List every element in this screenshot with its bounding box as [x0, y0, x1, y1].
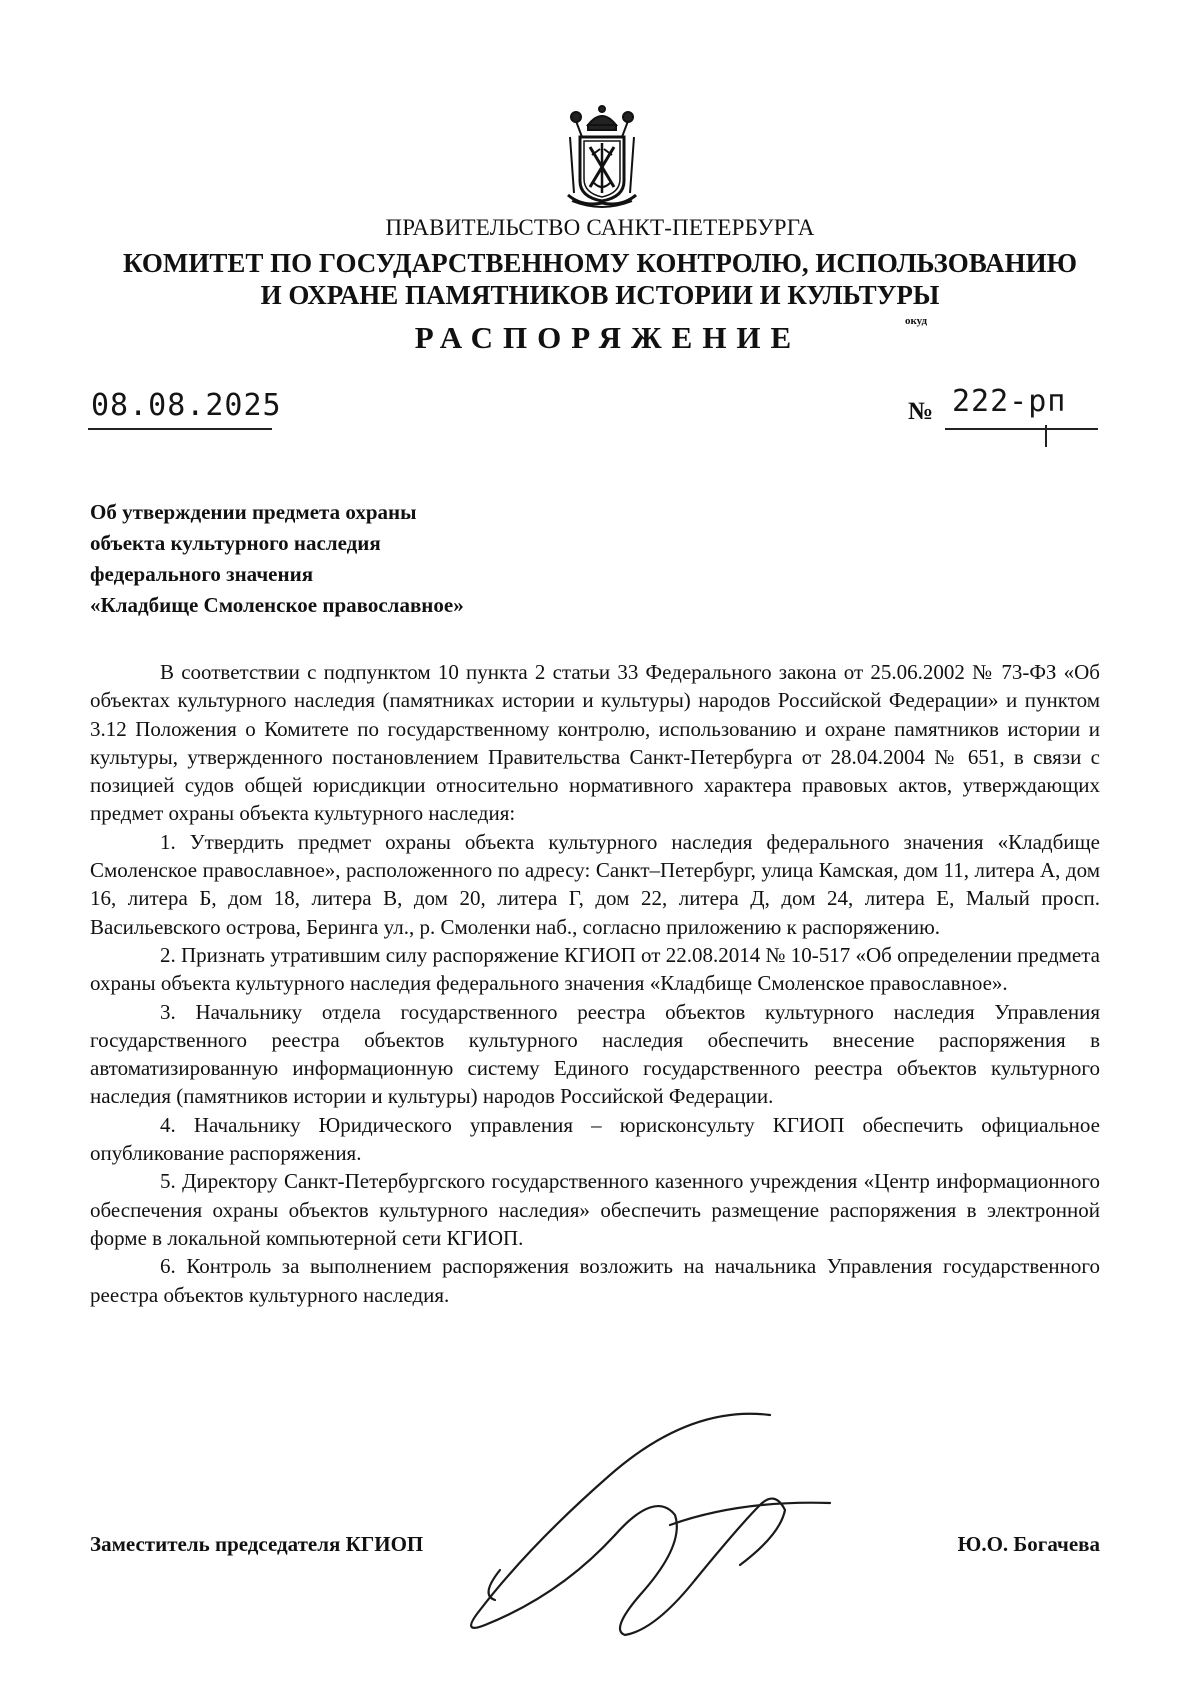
signer-position: Заместитель председателя КГИОП: [90, 1532, 424, 1556]
number-mark: №: [908, 398, 934, 425]
signature-block: [90, 1532, 1100, 1562]
handwritten-signature-icon: [440, 1395, 860, 1645]
subject-line: федерального значения: [90, 562, 314, 586]
clause-2: 2. Признать утратившим силу распоряжение КГИОП от 22.08.2014 № 10-517 «Об определении предмета охраны объекта культурного наследия федерального значения «Кладбище Смоленское православное».: [90, 942, 1100, 996]
okud-label: окуд: [905, 315, 928, 327]
subject-line: Об утверждении предмета охраны: [90, 500, 417, 524]
clause-4: 4. Начальнику Юридического управления – юрисконсульту КГИОП обеспечить официальное опубликование распоряжения.: [90, 1112, 1100, 1166]
order-body: [90, 658, 1100, 1309]
subject-line: объекта культурного наследия: [90, 531, 381, 555]
committee-name: [0, 247, 1200, 311]
clause-3: 3. Начальнику отдела государственного реестра объектов культурного наследия Управления государственного реестра объектов культурного наследия обеспечить внесение распоряжения в автоматизированную информационную систему Единого государственного реестра объектов культурного наследия (памятников истории и культуры) народов Российской Федерации.: [90, 999, 1100, 1109]
saint-petersburg-coat-of-arms-icon: [562, 103, 642, 211]
clause-1: 1. Утвердить предмет охраны объекта культурного наследия федерального значения «Кладбище Смоленское православное», расположенного по адресу: Санкт–Петербург, улица Камская, дом 11, литера А, дом 16, литера Б, дом 18, литера В, дом 20, литера Г, дом 22, литера Д, дом 24, литера Е, Малый просп. Васильевского острова, Беринга ул., р. Смоленки наб., согласно приложению к распоряжению.: [90, 829, 1100, 939]
document-type: РАСПОРЯЖЕНИЕ: [414, 320, 802, 355]
government-name: ПРАВИТЕЛЬСТВО САНКТ-ПЕТЕРБУРГА: [385, 215, 815, 240]
committee-name-line-2: И ОХРАНЕ ПАМЯТНИКОВ ИСТОРИИ И КУЛЬТУРЫ: [260, 280, 940, 310]
order-date: 08.08.2025: [91, 388, 282, 423]
subject-line: «Кладбище Смоленское православное»: [90, 593, 464, 617]
signer-name: Ю.О. Богачева: [957, 1532, 1100, 1556]
clause-6: 6. Контроль за выполнением распоряжения возложить на начальника Управления государственного реестра объектов культурного наследия.: [90, 1254, 1100, 1307]
order-number: 222-рп: [952, 384, 1067, 419]
number-underline: [945, 428, 1098, 430]
date-underline: [88, 428, 272, 430]
committee-name-line-1: КОМИТЕТ ПО ГОСУДАРСТВЕННОМУ КОНТРОЛЮ, ИСПОЛЬЗОВАНИЮ: [123, 248, 1077, 278]
preamble-paragraph: В соответствии с подпунктом 10 пункта 2 статьи 33 Федерального закона от 25.06.2002 № 73-ФЗ «Об объектах культурного наследия (памятниках истории и культуры) народов Российской Федерации» и пунктом 3.12 Положения о Комитете по государственному контролю, использованию и охране памятников истории и культуры, утвержденного постановлением Правительства Санкт-Петербурга от 28.04.2004 № 651, в связи с позицией судов общей юрисдикции относительно нормативного характера правовых актов, утверждающих предмет охраны объекта культурного наследия:: [90, 660, 1100, 826]
order-subject: [90, 497, 610, 621]
number-underline-tick: [1045, 425, 1047, 447]
clause-5: 5. Директору Санкт-Петербургского государственного казенного учреждения «Центр информационного обеспечения охраны объектов культурного наследия» обеспечить размещение распоряжения в электронной форме в локальной компьютерной сети КГИОП.: [90, 1169, 1100, 1250]
